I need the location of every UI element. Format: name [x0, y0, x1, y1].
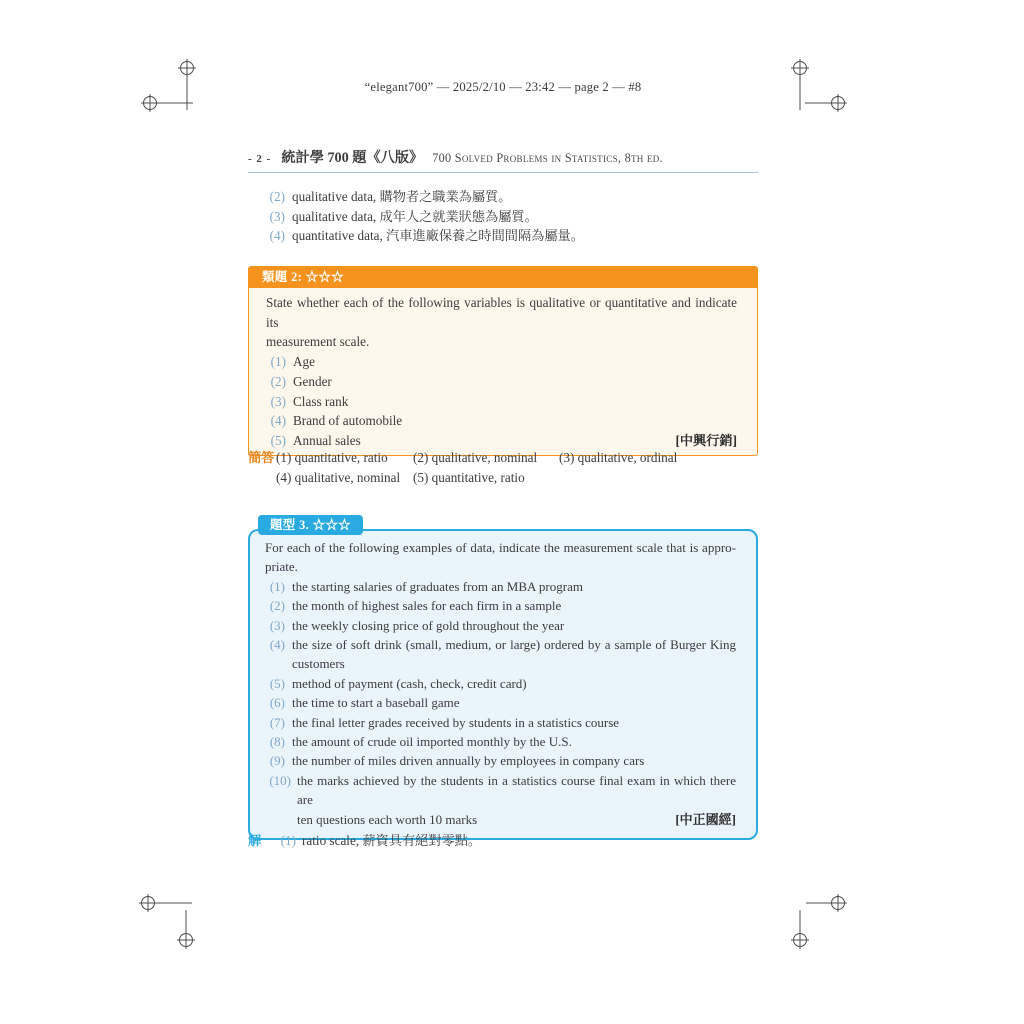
item-number: (4) — [269, 228, 285, 244]
type-box-tab: 題型 3. ☆☆☆ — [258, 515, 363, 535]
crop-mark-top-left — [130, 48, 210, 133]
solution-label: 解 — [248, 833, 262, 848]
page-number: - 2 - — [248, 153, 272, 165]
quick-answer-cell: (1) quantitative, ratio — [276, 450, 388, 465]
item-text: the time to start a baseball game — [292, 695, 460, 711]
problem-item — [266, 352, 737, 372]
book-title-en: 700 Solved Problems in Statistics, 8th ed. — [432, 151, 663, 165]
item-number: (2) — [270, 373, 286, 389]
item-number: (3) — [269, 617, 285, 633]
item-number: (4) — [270, 413, 286, 429]
item-number: (6) — [269, 695, 285, 711]
item-text: the size of soft drink (small, medium, or large) ordered by a sample of Burger King customers — [292, 637, 736, 672]
problem-item — [266, 372, 737, 392]
quick-answer-cell: (5) quantitative, ratio — [413, 469, 525, 485]
item-text: Class rank — [293, 393, 349, 409]
item-number: (2) — [269, 598, 285, 614]
type-item — [265, 674, 736, 693]
item-number: (1) — [270, 354, 286, 370]
item-text: the starting salaries of graduates from an MBA program — [292, 578, 583, 594]
item-number: (5) — [269, 675, 285, 691]
item-text: the final letter grades received by students in a statistics course — [292, 714, 620, 730]
crop-mark-top-right — [790, 48, 870, 133]
type-item — [265, 616, 736, 635]
item-number: (1) — [269, 578, 285, 594]
solution-text: ratio scale, 薪資具有絕對零點。 — [302, 833, 482, 848]
problem-intro-line1: State whether each of the following variables is qualitative or quantitative and indicate its — [266, 295, 737, 330]
item-number: (3) — [270, 393, 286, 409]
item-number: (4) — [269, 637, 285, 653]
item-text: the marks achieved by the students in a statistics course final exam in which there are [中正國經] ten questions each worth 10 marks — [297, 771, 736, 829]
type-intro-line1: For each of the following examples of data, indicate the measurement scale that is appro- — [265, 540, 736, 555]
item-text: quantitative data, 汽車進廠保養之時間間隔為屬量。 — [292, 228, 584, 244]
quick-answer-label: 簡答 — [248, 450, 275, 465]
item-number: (2) — [269, 189, 285, 204]
type-box — [248, 518, 758, 840]
quick-answer-grid — [276, 448, 758, 488]
crop-mark-bottom-right — [788, 885, 868, 970]
type-item — [265, 713, 736, 732]
quick-answer-cell: (3) qualitative, ordinal — [559, 450, 678, 465]
type-item — [265, 771, 736, 829]
item-text: Brand of automobile — [293, 413, 403, 429]
item-text: method of payment (cash, check, credit card) — [292, 675, 527, 691]
previous-answer-list — [248, 187, 758, 246]
type-item — [265, 635, 736, 674]
type-item — [265, 596, 736, 615]
item-text: the number of miles driven annually by employees in company cars — [292, 753, 645, 769]
problem-item — [266, 392, 737, 412]
type-item — [265, 751, 736, 770]
quick-answer-cell — [559, 468, 758, 488]
item-text: the month of highest sales for each firm in a sample — [292, 598, 562, 614]
type-item — [265, 693, 736, 712]
problem-box-body — [249, 288, 757, 455]
item-text: qualitative data, 購物者之職業為屬質。 — [292, 189, 512, 204]
item-number: (5) — [270, 432, 286, 448]
running-head — [248, 147, 758, 173]
item-text: qualitative data, 成年人之就業狀態為屬質。 — [292, 208, 538, 224]
quick-answer-cell: (4) qualitative, nominal — [276, 469, 401, 485]
type-box-body — [250, 531, 756, 838]
book-title-zh: 統計學 700 題《八版》 — [281, 150, 424, 166]
solution-line — [248, 831, 758, 851]
item-number: (3) — [269, 208, 285, 224]
item-text: Gender — [293, 373, 332, 389]
item-number: (7) — [269, 714, 285, 730]
answer-line — [265, 226, 758, 246]
item-text: [中興行銷] Annual sales — [293, 431, 737, 451]
answer-line — [265, 187, 758, 207]
problem-intro-line2: measurement scale. — [266, 334, 370, 350]
type-item — [265, 732, 736, 751]
type-intro-line2: priate. — [265, 559, 298, 575]
item-number: (8) — [269, 734, 285, 750]
crop-mark-bottom-left — [130, 885, 210, 970]
quick-answer — [248, 448, 758, 488]
item-text: Age — [293, 354, 315, 370]
item-number: (1) — [280, 833, 296, 848]
answer-line — [265, 207, 758, 227]
item-text: the amount of crude oil imported monthly by the U.S. — [292, 734, 572, 750]
item-text: the weekly closing price of gold throughout the year — [292, 617, 565, 633]
source-tag: [中正國經] — [675, 811, 736, 827]
item-number: (10) — [269, 772, 291, 788]
quick-answer-cell: (2) qualitative, nominal — [413, 450, 538, 465]
problem-box — [248, 266, 758, 456]
item-number: (9) — [269, 753, 285, 769]
page-meta-header: “elegant700” — 2025/2/10 — 23:42 — page 2 — #8 — [364, 80, 642, 94]
type-item — [265, 577, 736, 596]
problem-item — [266, 411, 737, 431]
source-tag: [中興行銷] — [675, 432, 737, 448]
problem-box-header: 類題 2: ☆☆☆ — [249, 267, 757, 288]
